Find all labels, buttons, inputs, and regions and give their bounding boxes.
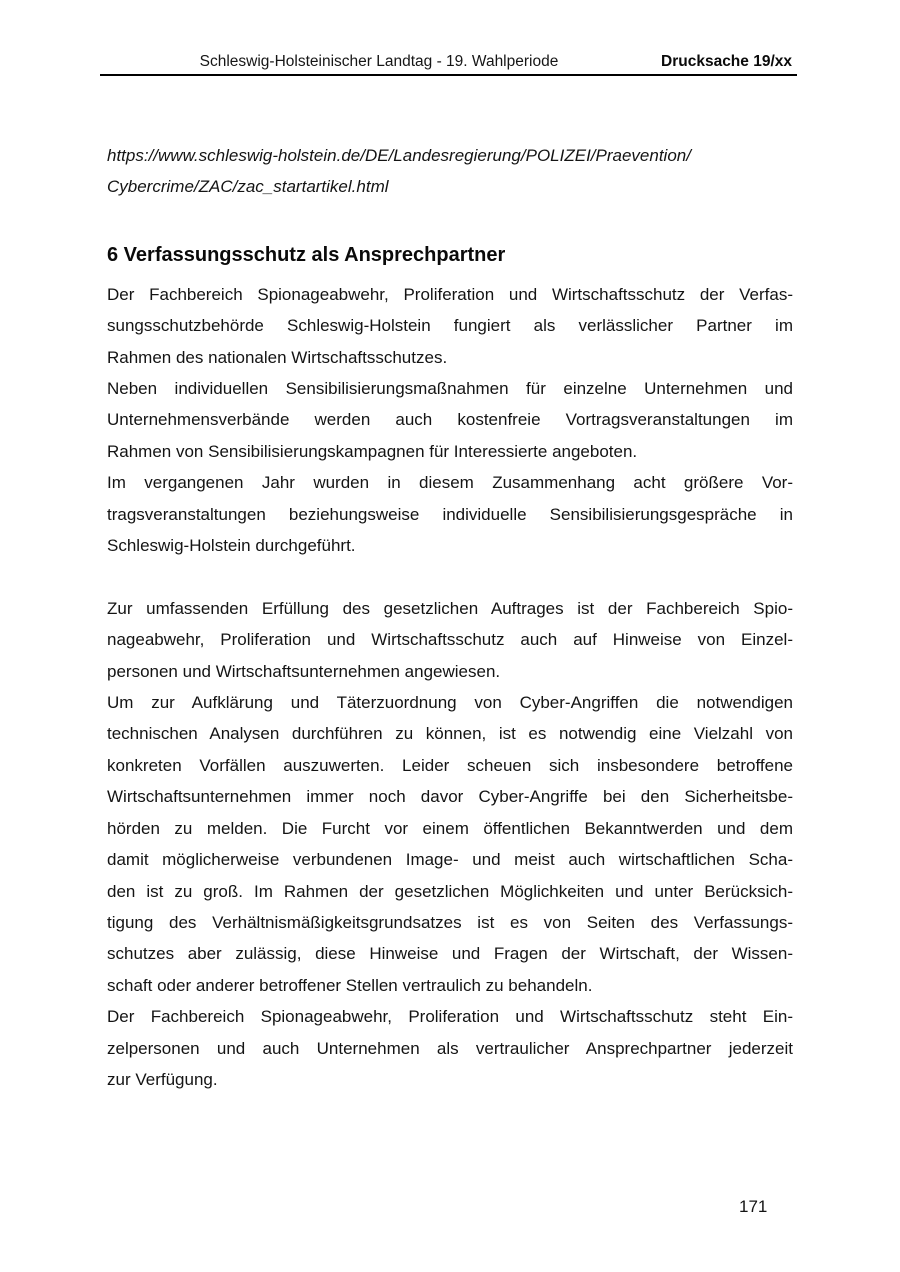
- paragraph-line: Rahmen von Sensibilisierungskampagnen für Interessierte angeboten.: [107, 441, 638, 461]
- paragraph: [107, 467, 793, 561]
- paragraph-line: zur Verfügung.: [107, 1069, 218, 1089]
- header-rule: [100, 74, 797, 76]
- page-number: 171: [739, 1197, 768, 1216]
- paragraph-line: zelpersonen und auch Unternehmen als vertraulicher Ansprechpartner jederzeit: [107, 1038, 793, 1058]
- paragraph-line: schaft oder anderer betroffener Stellen vertraulich zu behandeln.: [107, 975, 593, 995]
- paragraph-line: Der Fachbereich Spionageabwehr, Proliferation und Wirtschaftsschutz der Verfas-: [107, 284, 793, 304]
- paragraph-line: schutzes aber zulässig, diese Hinweise und Fragen der Wirtschaft, der Wissen-: [107, 944, 793, 964]
- paragraph: [107, 373, 793, 467]
- paragraph-line: personen und Wirtschaftsunternehmen angewiesen.: [107, 661, 501, 681]
- paragraph-line: nageabwehr, Proliferation und Wirtschaftsschutz auch auf Hinweise von Einzel-: [107, 630, 793, 650]
- source-url-block: [107, 140, 793, 203]
- paragraph-line: Rahmen des nationalen Wirtschaftsschutzes.: [107, 347, 448, 367]
- paragraph: [107, 593, 793, 687]
- paragraph-line: Im vergangenen Jahr wurden in diesem Zusammenhang acht größere Vor-: [107, 473, 793, 493]
- source-url-line-2: Cybercrime/ZAC/zac_startartikel.html: [107, 177, 389, 197]
- paragraph-line: tragsveranstaltungen beziehungsweise individuelle Sensibilisierungsgespräche in: [107, 504, 793, 524]
- paragraph-line: tigung des Verhältnismäßigkeitsgrundsatzes ist es von Seiten des Verfassungs-: [107, 912, 793, 932]
- paragraph: [107, 279, 793, 373]
- paragraph-line: den ist zu groß. Im Rahmen der gesetzlichen Möglichkeiten und unter Berücksich-: [107, 881, 793, 901]
- paragraph-line: Unternehmensverbände werden auch kostenfreie Vortragsveranstaltungen im: [107, 410, 793, 430]
- paragraph: [107, 1001, 793, 1095]
- paragraph-line: Wirtschaftsunternehmen immer noch davor Cyber-Angriffe bei den Sicherheitsbe-: [107, 787, 793, 807]
- section-heading: 6 Verfassungsschutz als Ansprechpartner: [107, 243, 506, 266]
- paragraph-line: hörden zu melden. Die Furcht vor einem öffentlichen Bekanntwerden und dem: [107, 818, 793, 838]
- header-title: Schleswig-Holsteinischer Landtag - 19. Wahlperiode: [199, 53, 559, 70]
- paragraph-line: Schleswig-Holstein durchgeführt.: [107, 536, 356, 556]
- paragraph-line: Zur umfassenden Erfüllung des gesetzlichen Auftrages ist der Fachbereich Spio-: [107, 598, 793, 618]
- paragraph-line: Um zur Aufklärung und Täterzuordnung von Cyber-Angriffen die notwendigen: [107, 693, 793, 713]
- source-url-line-1: https://www.schleswig-holstein.de/DE/Landesregierung/POLIZEI/Praevention/: [107, 146, 691, 165]
- paragraph-line: konkreten Vorfällen auszuwerten. Leider scheuen sich insbesondere betroffene: [107, 755, 793, 775]
- document-content: [107, 140, 793, 1095]
- paragraph-line: Der Fachbereich Spionageabwehr, Proliferation und Wirtschaftsschutz steht Ein-: [107, 1007, 793, 1027]
- header-drucksache-label: Drucksache 19/xx: [661, 53, 792, 70]
- paragraph-line: sungsschutzbehörde Schleswig-Holstein fungiert als verlässlicher Partner im: [107, 316, 793, 336]
- paragraph-line: damit möglicherweise verbundenen Image- und meist auch wirtschaftlichen Scha-: [107, 850, 793, 870]
- paragraph: [107, 687, 793, 1001]
- paragraph-line: technischen Analysen durchführen zu können, ist es notwendig eine Vielzahl von: [107, 724, 793, 744]
- paragraph-line: Neben individuellen Sensibilisierungsmaßnahmen für einzelne Unternehmen und: [107, 379, 793, 399]
- body-paragraphs: [107, 279, 793, 1096]
